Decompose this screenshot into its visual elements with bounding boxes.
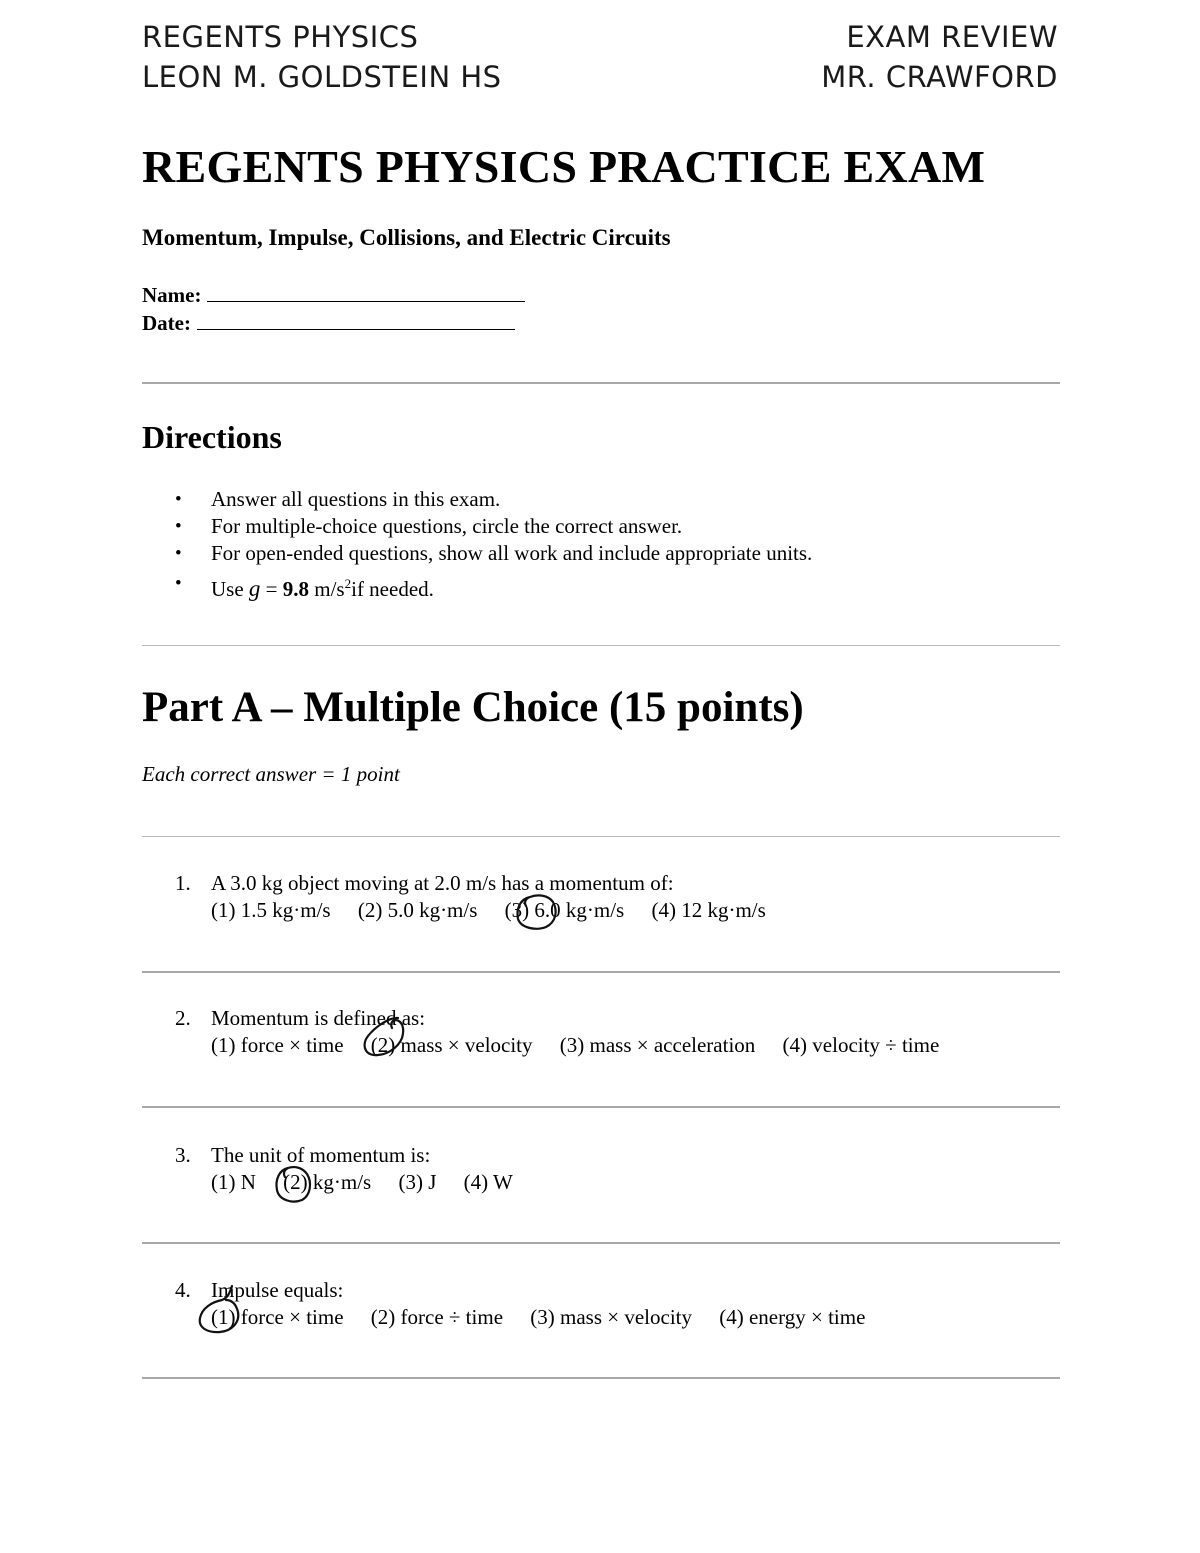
school-name: LEON M. GOLDSTEIN HS xyxy=(142,60,502,94)
divider xyxy=(142,971,1060,973)
question-number: 1. xyxy=(175,871,191,895)
course-name: REGENTS PHYSICS xyxy=(142,20,419,54)
page-header-bottom xyxy=(142,60,1058,94)
gravity-variable: g xyxy=(248,576,261,601)
question-text: Momentum is defined as: xyxy=(211,1006,426,1030)
answer-option-3[interactable]: (3) mass × acceleration xyxy=(559,1033,756,1057)
answer-option-2[interactable]: (2) 5.0 kg·m/s xyxy=(357,898,478,922)
question-text: Impulse equals: xyxy=(211,1278,344,1302)
answer-option-2[interactable]: (2) kg·m/s xyxy=(283,1170,372,1194)
date-blank-line[interactable] xyxy=(197,313,515,330)
divider xyxy=(142,836,1060,837)
document-type: EXAM REVIEW xyxy=(846,20,1058,54)
question-number: 4. xyxy=(175,1278,191,1302)
exam-subtitle: Momentum, Impulse, Collisions, and Electric Circuits xyxy=(142,225,671,250)
answer-option-3[interactable]: (3) 6.0 kg·m/s xyxy=(504,898,625,922)
date-field[interactable] xyxy=(142,311,515,336)
directions-list xyxy=(142,486,813,601)
divider xyxy=(142,1242,1060,1244)
page-header-top xyxy=(142,20,1058,54)
name-field[interactable] xyxy=(142,283,525,308)
question-number: 2. xyxy=(175,1006,191,1030)
gravity-value: 9.8 xyxy=(282,577,310,601)
question-text: A 3.0 kg object moving at 2.0 m/s has a momentum of: xyxy=(211,871,674,895)
answer-option-4[interactable]: (4) W xyxy=(463,1170,513,1194)
part-a-heading: Part A – Multiple Choice (15 points) xyxy=(142,684,804,731)
directions-heading: Directions xyxy=(142,419,282,455)
answer-option-4[interactable]: (4) 12 kg·m/s xyxy=(651,898,766,922)
direction-item: • For open-ended questions, show all work and include appropriate units. xyxy=(142,540,812,567)
date-label: Date: xyxy=(142,311,191,335)
direction-item: • For multiple-choice questions, circle the correct answer. xyxy=(142,513,812,540)
name-label: Name: xyxy=(142,283,202,307)
answer-option-3[interactable]: (3) J xyxy=(398,1170,437,1194)
answer-options xyxy=(211,1305,887,1330)
teacher-name: MR. CRAWFORD xyxy=(821,60,1058,94)
answer-option-4[interactable]: (4) velocity ÷ time xyxy=(782,1033,940,1057)
divider xyxy=(142,645,1060,646)
answer-option-1[interactable]: (1) N xyxy=(211,1170,256,1194)
direction-item: • Answer all questions in this exam. xyxy=(142,486,812,513)
answer-option-1[interactable]: (1) 1.5 kg·m/s xyxy=(211,898,331,922)
divider xyxy=(142,1377,1060,1379)
divider xyxy=(142,382,1060,384)
answer-option-4[interactable]: (4) energy × time xyxy=(719,1305,866,1329)
question-number: 3. xyxy=(175,1143,191,1167)
answer-option-1[interactable]: (1) force × time xyxy=(211,1033,344,1057)
part-a-scoring-note: Each correct answer = 1 point xyxy=(142,762,400,786)
divider xyxy=(142,1106,1060,1108)
answer-options xyxy=(211,898,788,923)
answer-option-1[interactable]: (1) force × time xyxy=(211,1305,344,1329)
answer-options xyxy=(211,1033,961,1058)
direction-item-gravity: • Use g = 9.8 $m/s^2if$ needed. xyxy=(142,567,812,597)
answer-options xyxy=(211,1170,535,1195)
answer-option-2[interactable]: (2) mass × velocity xyxy=(370,1033,533,1057)
question-text: The unit of momentum is: xyxy=(211,1143,431,1167)
answer-option-2[interactable]: (2) force ÷ time xyxy=(370,1305,504,1329)
exam-title: REGENTS PHYSICS PRACTICE EXAM xyxy=(142,141,986,192)
name-blank-line[interactable] xyxy=(207,285,525,302)
answer-option-3[interactable]: (3) mass × velocity xyxy=(530,1305,692,1329)
